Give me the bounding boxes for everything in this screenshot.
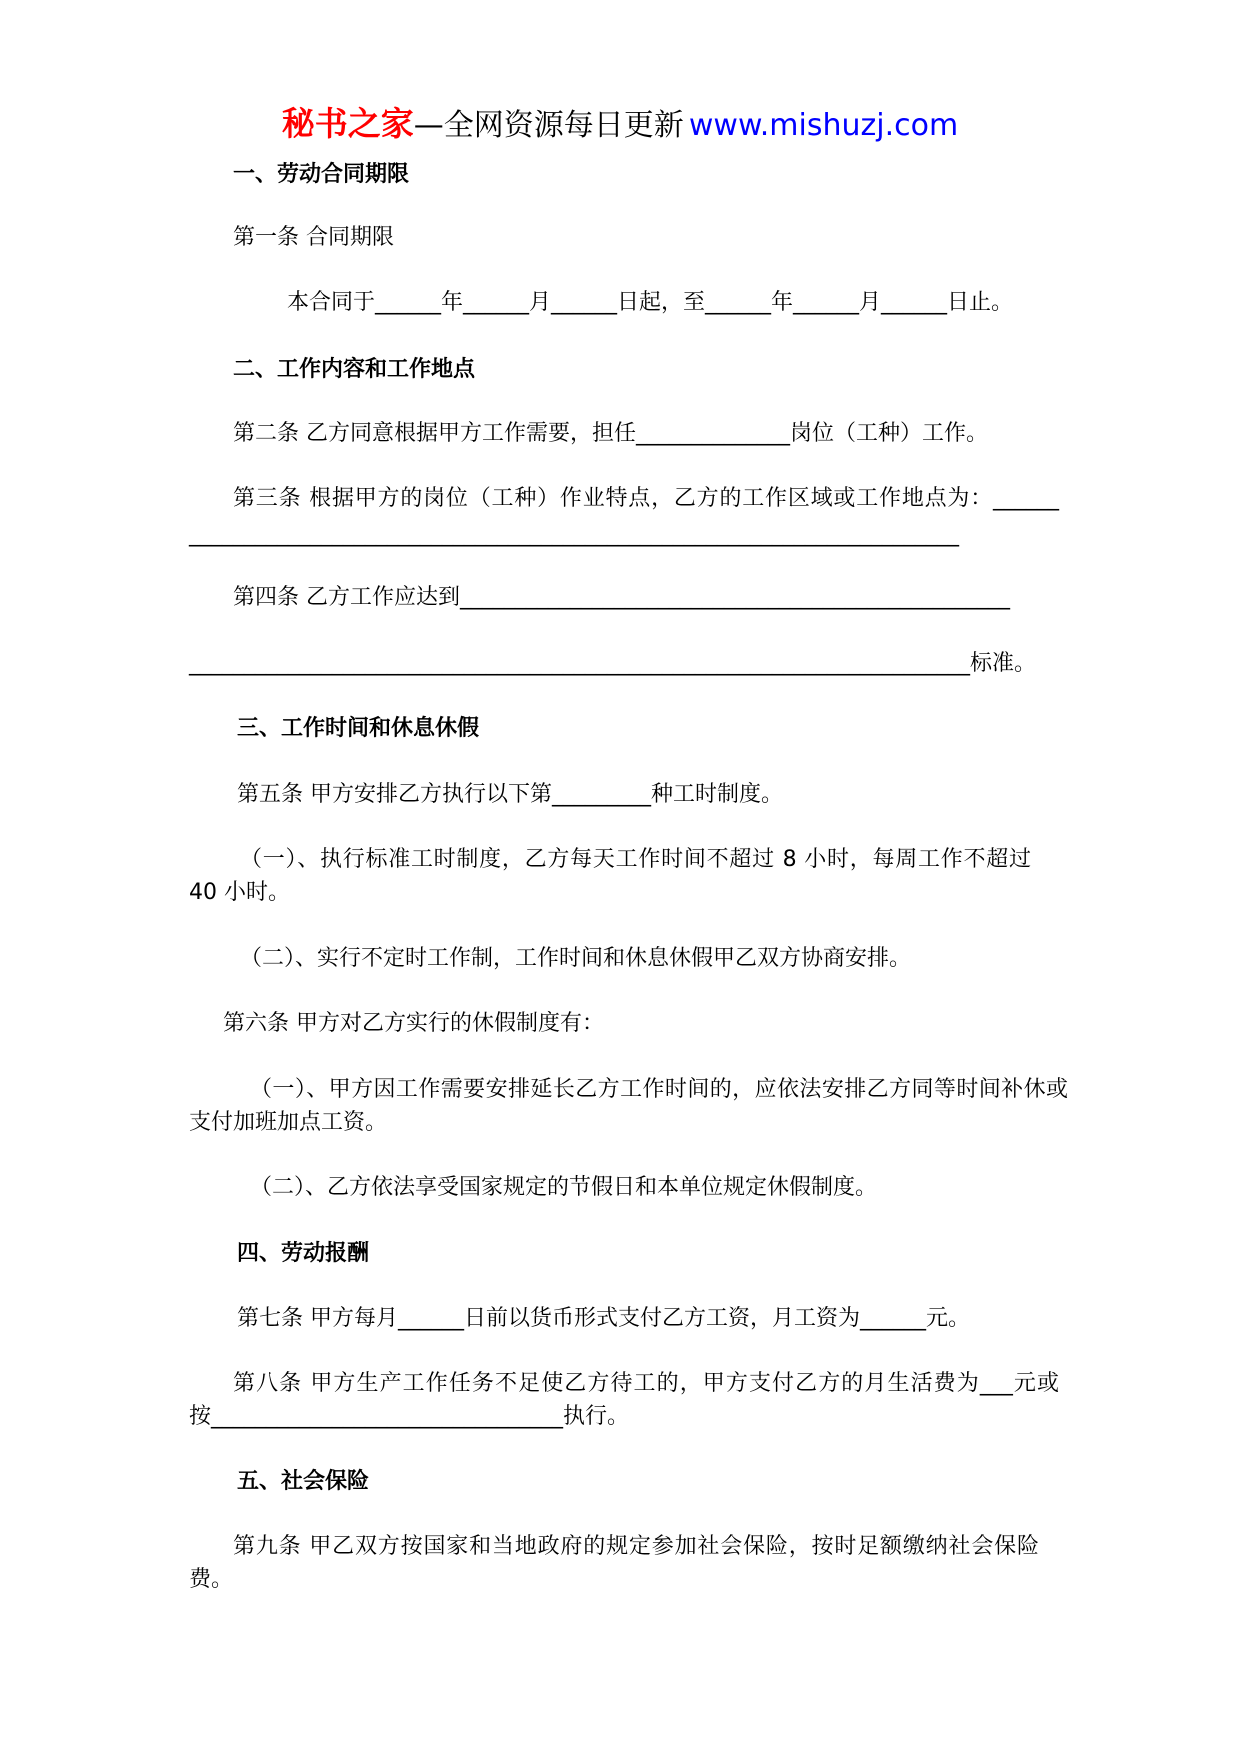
clause-text: （一）、甲方因工作需要安排延长乙方工作时间的，应依法安排乙方同等时间补休或 (250, 1077, 1068, 1102)
site-tagline: —全网资源每日更新 (413, 108, 684, 143)
clause-text-continued: 费。 (189, 1567, 234, 1592)
clause-text-continued: 40 小时。 (189, 880, 290, 905)
section-heading: 三、工作时间和休息休假 (237, 716, 480, 741)
site-brand: 秘书之家 (281, 104, 414, 143)
clause-text: 第一条 合同期限 (233, 225, 394, 250)
clause-text: 第三条 根据甲方的岗位（工种）作业特点，乙方的工作区域或工作地点为：______ (233, 486, 1059, 511)
clause-text: 第九条 甲乙双方按国家和当地政府的规定参加社会保险，按时足额缴纳社会保险 (233, 1534, 1039, 1559)
clause-text: 第四条 乙方工作应达到__________________________________________________ (233, 585, 1010, 610)
clause-text: 第六条 甲方对乙方实行的休假制度有： (223, 1011, 604, 1036)
clause-text: 第五条 甲方安排乙方执行以下第_________种工时制度。 (237, 782, 783, 807)
clause-text: 本合同于______年______月______日起，至______年______月______日止。 (287, 290, 1014, 315)
clause-text: （一）、执行标准工时制度，乙方每天工作时间不超过 8 小时，每周工作不超过 (240, 847, 1031, 872)
clause-text-continued: 支付加班加点工资。 (189, 1110, 388, 1135)
clause-text: 第二条 乙方同意根据甲方工作需要，担任______________岗位（工种）工作。 (233, 421, 988, 446)
site-url-link[interactable]: www.mishuzj.com (688, 108, 959, 143)
section-heading: 五、社会保险 (237, 1469, 370, 1494)
section-heading: 二、工作内容和工作地点 (233, 357, 476, 382)
clause-text: （二）、乙方依法享受国家规定的节假日和本单位规定休假制度。 (250, 1175, 878, 1200)
clause-text: 第八条 甲方生产工作任务不足使乙方待工的，甲方支付乙方的月生活费为___元或 (233, 1371, 1059, 1396)
clause-text-continued: 按________________________________执行。 (189, 1404, 630, 1429)
section-heading: 四、劳动报酬 (237, 1241, 370, 1266)
clause-text: 第七条 甲方每月______日前以货币形式支付乙方工资，月工资为______元。 (237, 1306, 970, 1331)
clause-text: （二）、实行不定时工作制，工作时间和休息休假甲乙双方协商安排。 (240, 946, 912, 971)
site-header (0, 104, 1240, 144)
section-heading: 一、劳动合同期限 (233, 162, 410, 187)
clause-text-continued: ______________________________________________________________________ (189, 522, 959, 547)
clause-text-continued: _______________________________________________________________________标准。 (189, 651, 1037, 676)
